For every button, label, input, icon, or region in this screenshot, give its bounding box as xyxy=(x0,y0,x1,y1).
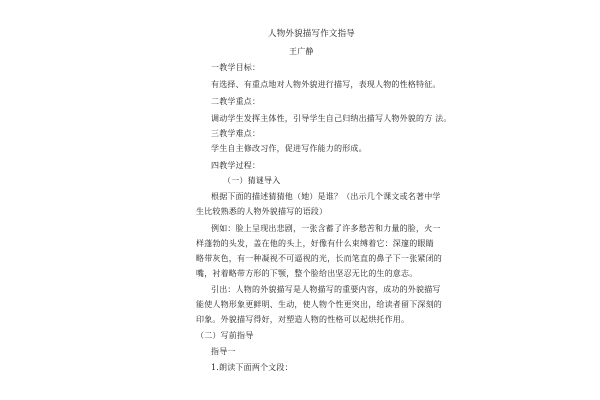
guide-heading: 指导一 xyxy=(211,347,236,356)
document-title: 人物外貌描写作文指导 xyxy=(268,29,356,39)
paragraph-line: 引出：人物的外貌描写是人物描写的重要内容，成功的外貌描写 xyxy=(211,285,441,294)
paragraph-line: 调动学生发挥主体性，引导学生自己归纳出描写人物外貌的方 法。 xyxy=(211,114,452,123)
subsection-heading-pre-writing: （二）写前指导 xyxy=(196,331,254,340)
section-heading-key-points: 二教学重点： xyxy=(211,97,261,106)
section-heading-process: 四教学过程： xyxy=(211,161,261,170)
subsection-heading-riddle: （一）猜谜导入 xyxy=(223,176,281,185)
paragraph-line: 根据下面的描述猜猜他（她）是谁？（出示几个课文或名著中学 xyxy=(211,192,441,201)
section-heading-objectives: 一教学目标： xyxy=(211,63,261,72)
section-heading-difficulties: 三教学难点： xyxy=(211,129,261,138)
paragraph-line: 学生自主修改习作，促进写作能力的形成。 xyxy=(211,144,367,153)
paragraph-line: 能使人物形象更鲜明、生动，使人物个性更突出，给读者留下深刻的 xyxy=(196,300,442,309)
paragraph-line: 生比较熟悉的人物外貌描写的语段） xyxy=(196,207,328,216)
document-author: 王广静 xyxy=(289,47,314,56)
paragraph-line: 样蓬勃的头发，盖在他的头上，好像有什么束缚着它：深邃的眼睛 xyxy=(196,239,434,248)
paragraph-line: 1.朗读下面两个文段： xyxy=(211,363,293,372)
paragraph-line: 略带灰色，有一种凝视不可逼视的光，长而笔直的鼻子下一张紧闭的 xyxy=(196,254,442,263)
paragraph-line: 有选择、有重点地对人物外貌进行描写，表现人物的性格特征。 xyxy=(211,80,441,89)
paragraph-line: 例如：脸上呈现出悲剧，一张含蓄了许多愁苦和力量的脸，火一 xyxy=(211,224,441,233)
paragraph-line: 印象。外貌描写得好，对塑造人物的性格可以起烘托作用。 xyxy=(196,315,410,324)
paragraph-line: 嘴，衬着略带方形的下颚，整个脸给出坚忍无比的生的意志。 xyxy=(196,269,418,278)
